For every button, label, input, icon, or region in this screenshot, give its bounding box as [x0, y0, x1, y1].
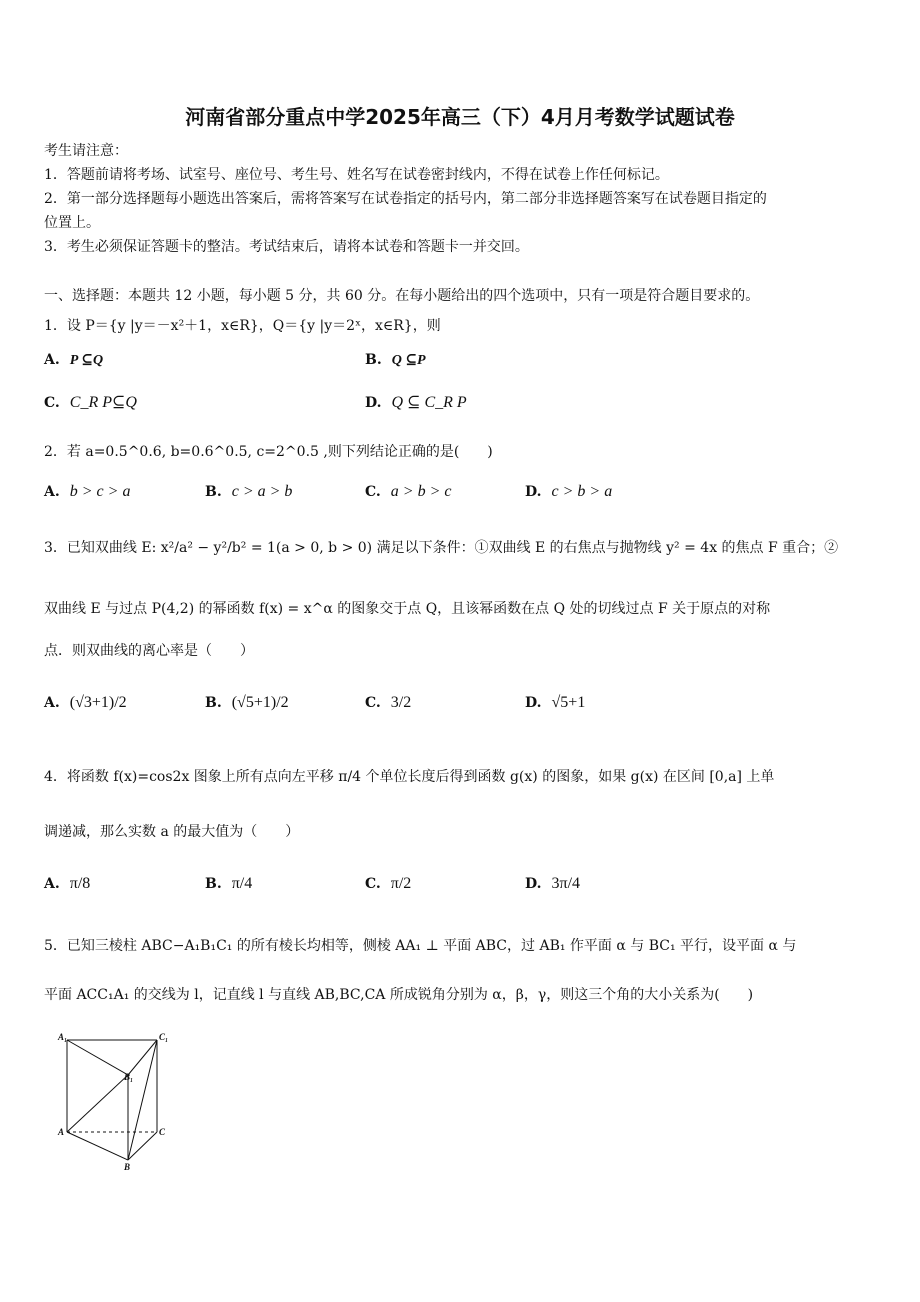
edge-a-b — [67, 1132, 128, 1160]
q4-line-1: 4．将函数 f(x)=cos2x 图象上所有点向左平移 π/4 个单位长度后得到函数 g(x) 的图象，如果 g(x) 在区间 [0,a] 上单 — [44, 769, 775, 785]
q1-option-a: A. P ⊆Q — [44, 352, 104, 368]
notice-item-2: 2．第一部分选择题每小题选出答案后，需将答案写在试卷指定的括号内，第二部分非选择题答案写在试卷题目指定的 — [44, 191, 767, 207]
q3-option-d-text: √5+1 — [551, 694, 586, 711]
q2-option-c: C. a > b > c — [365, 483, 452, 500]
q3-line-1: 3．已知双曲线 E: x²/a² − y²/b² = 1(a > 0, b > 0) 满足以下条件：①双曲线 E 的右焦点与抛物线 y² = 4x 的焦点 F 重合；② — [44, 540, 839, 556]
label-c1: C₁ — [159, 1032, 169, 1042]
section-heading: 一、选择题：本题共 12 小题，每小题 5 分，共 60 分。在每小题给出的四个选项中，只有一项是符合题目要求的。 — [44, 288, 760, 304]
label-c: C — [159, 1127, 166, 1137]
diag-a-b1 — [67, 1075, 128, 1132]
q3-option-b: B. (√5+1)/2 — [205, 694, 289, 711]
q2-option-c-text: a > b > c — [390, 483, 452, 500]
q2-option-a: A. b > c > a — [44, 483, 131, 500]
q2-option-d: D. c > b > a — [525, 483, 613, 500]
q1-option-c-text: C_R P⊆Q — [69, 394, 137, 411]
q5-line-1: 5．已知三棱柱 ABC−A₁B₁C₁ 的所有棱长均相等，侧棱 AA₁ ⊥ 平面 ABC，过 AB₁ 作平面 α 与 BC₁ 平行，设平面 α 与 — [44, 938, 797, 954]
label-a1: A₁ — [58, 1032, 68, 1042]
q5-line-2: 平面 ACC₁A₁ 的交线为 l，记直线 l 与直线 AB,BC,CA 所成锐角分别为 α，β，γ，则这三个角的大小关系为( ) — [44, 987, 754, 1003]
label-a: A — [58, 1127, 65, 1137]
q1-option-d-text: Q ⊆ C_R P — [391, 394, 467, 411]
notice-heading: 考生请注意： — [44, 143, 128, 159]
notice-item-3: 3．考生必须保证答题卡的整洁。考试结束后，请将本试卷和答题卡一并交回。 — [44, 239, 529, 255]
q4-option-d-text: 3π/4 — [551, 875, 581, 892]
label-b1: B₁ — [124, 1072, 134, 1082]
q2-stem: 2．若 a=0.5^0.6, b=0.6^0.5, c=2^0.5 ,则下列结论正确的是( ) — [44, 444, 493, 460]
notice-item-1: 1．答题前请将考场、试室号、座位号、考生号、姓名写在试卷密封线内，不得在试卷上作任何标记。 — [44, 167, 669, 183]
q4-option-d: D. 3π/4 — [525, 875, 581, 892]
q2-option-a-text: b > c > a — [69, 483, 131, 500]
q4-option-c-text: π/2 — [390, 875, 412, 892]
q3-option-c-text: 3/2 — [390, 694, 412, 711]
q1-option-b-text: Q ⊆P — [391, 353, 426, 368]
q2-option-b: B. c > a > b — [205, 483, 293, 500]
q3-option-d: D. √5+1 — [525, 694, 586, 711]
q1-option-c: C. C_R P⊆Q — [44, 394, 137, 411]
q4-option-c: C. π/2 — [365, 875, 412, 892]
q4-line-2: 调递减，那么实数 a 的最大值为（ ） — [44, 824, 300, 840]
q1-option-b: B. Q ⊆P — [365, 352, 426, 368]
q2-option-b-text: c > a > b — [231, 483, 293, 500]
q3-option-a-text: (√3+1)/2 — [69, 694, 127, 711]
q3-option-a: A. (√3+1)/2 — [44, 694, 127, 711]
q1-option-d: D. Q ⊆ C_R P — [365, 394, 467, 411]
prism-figure — [50, 1028, 180, 1173]
q1-stem: 1．设 P＝{y |y＝－x²＋1，x∈R}，Q＝{y |y＝2ˣ，x∈R}，则 — [44, 318, 441, 334]
q4-option-b-text: π/4 — [231, 875, 253, 892]
q2-option-d-text: c > b > a — [551, 483, 613, 500]
edge-a1-b1 — [67, 1040, 128, 1075]
label-b: B — [124, 1162, 131, 1172]
q3-line-2: 双曲线 E 与过点 P(4,2) 的幂函数 f(x) = x^α 的图象交于点 Q，且该幂函数在点 Q 处的切线过点 F 关于原点的对称 — [44, 601, 771, 617]
notice-item-2-cont: 位置上。 — [44, 215, 100, 231]
page-title: 河南省部分重点中学2025年高三（下）4月月考数学试题试卷 — [185, 105, 735, 129]
q3-option-b-text: (√5+1)/2 — [231, 694, 289, 711]
q4-option-a-text: π/8 — [69, 875, 91, 892]
q3-option-c: C. 3/2 — [365, 694, 412, 711]
q4-option-b: B. π/4 — [205, 875, 253, 892]
q4-option-a: A. π/8 — [44, 875, 91, 892]
edge-c-b — [128, 1132, 157, 1160]
q3-line-3: 点．则双曲线的离心率是（ ） — [44, 643, 254, 659]
q1-option-a-text: P ⊆Q — [69, 353, 104, 368]
